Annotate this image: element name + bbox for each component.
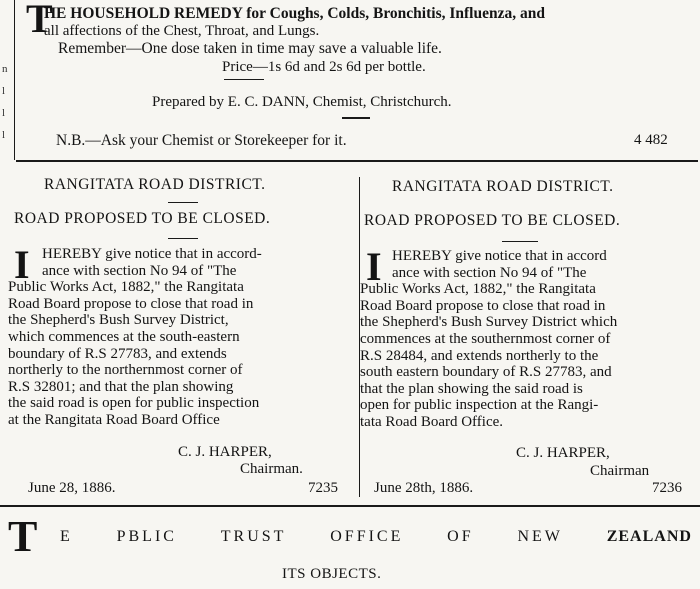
notice-line: the Shepherd's Bush Survey District,	[8, 312, 229, 329]
notice-line: northerly to the northernmost corner of	[8, 362, 243, 379]
ad-prepared-by: Prepared by E. C. DANN, Chemist, Christchurch.	[152, 94, 452, 110]
notice-dropcap: I	[366, 244, 382, 289]
trust-word: ZEALAND	[606, 528, 692, 545]
notice-heading: ROAD PROPOSED TO BE CLOSED.	[364, 212, 621, 229]
notice-line: R.S 32801; and that the plan showing	[8, 378, 234, 395]
notice-line: Road Board propose to close that road in	[8, 295, 254, 312]
notice-line: ance with section No 94 of "The	[42, 262, 237, 279]
notice-rule	[168, 202, 198, 203]
notice-line: ance with section No 94 of "The	[392, 264, 587, 281]
notice-line: that the plan showing the said road is	[360, 380, 583, 397]
notice-line: boundary of R.S 27783, and extends	[8, 345, 227, 362]
left-column-rule	[14, 0, 15, 160]
notice-date: June 28, 1886.	[28, 480, 116, 496]
notice-line: the Shepherd's Bush Survey District which	[360, 314, 618, 331]
notice-rule	[168, 238, 198, 239]
ad-rule-short	[342, 117, 370, 119]
notice-line: HEREBY give notice that in accord-	[42, 246, 262, 262]
notice-district: RANGITATA ROAD DISTRICT.	[44, 176, 266, 193]
notice-left	[8, 162, 356, 502]
notice-line: tata Road Board Office.	[360, 413, 504, 430]
notice-right	[362, 162, 696, 502]
trust-word: PBLIC	[116, 528, 177, 545]
margin-fragment: l	[2, 129, 6, 141]
notice-line: R.S 28484, and extends northerly to the	[360, 347, 599, 364]
ad-line-remember: Remember—One dose taken in time may save a valuable life.	[58, 40, 442, 57]
notice-signatory-title: Chairman	[590, 463, 650, 479]
margin-fragment: l	[2, 85, 6, 97]
notice-line: which commences at the south-eastern	[8, 328, 240, 345]
notice-rule	[502, 241, 538, 242]
notice-line: south eastern boundary of R.S 27783, and	[360, 364, 612, 381]
ad-ref: 4 482	[634, 132, 668, 148]
household-remedy-ad	[22, 2, 698, 152]
notice-signatory: C. J. HARPER,	[516, 445, 610, 461]
notice-line: Road Board propose to close that road in	[360, 297, 606, 314]
ad-rule-short	[224, 79, 264, 80]
notice-line: Public Works Act, 1882," the Rangitata	[360, 281, 596, 298]
ad-headline-end: and	[519, 5, 545, 22]
public-trust-ad	[0, 508, 700, 588]
notice-line: HEREBY give notice that in accord	[392, 248, 607, 264]
ad-nb: N.B.—Ask your Chemist or Storekeeper for it.	[56, 132, 347, 149]
ad-line-affections: all affections of the Chest, Throat, and Lungs.	[44, 23, 320, 39]
notice-body	[360, 244, 696, 431]
margin-fragment: n	[2, 63, 8, 75]
trust-heading	[60, 528, 692, 546]
notice-ref: 7235	[308, 480, 338, 496]
trust-word: OF	[447, 528, 474, 545]
trust-dropcap: T	[8, 512, 38, 561]
notice-line: the said road is open for public inspection	[8, 395, 260, 412]
notice-ref: 7236	[652, 480, 682, 496]
notice-line: Public Works Act, 1882," the Rangitata	[8, 279, 244, 296]
margin-fragment: l	[2, 107, 6, 119]
trust-word: TRUST	[220, 528, 287, 545]
ad-line-price: Price—1s 6d and 2s 6d per bottle.	[222, 59, 426, 75]
left-margin-fragments	[2, 58, 8, 146]
notice-line: open for public inspection at the Rangi-	[360, 397, 599, 414]
notice-signatory: C. J. HARPER,	[178, 444, 272, 460]
trust-word: NEW	[517, 528, 563, 545]
ad-headline-text: HE HOUSEHOLD REMEDY for Coughs, Colds, Bronchitis, Influenza,	[44, 5, 517, 22]
ad-dropcap: T	[26, 0, 53, 41]
notice-line: commences at the southernmost corner of	[360, 330, 611, 347]
notice-dropcap: I	[14, 242, 30, 287]
section-rule	[0, 505, 700, 507]
trust-subheading: ITS OBJECTS.	[282, 566, 382, 582]
ad-headline	[44, 5, 545, 23]
notice-line: at the Rangitata Road Board Office	[8, 411, 220, 428]
notice-heading: ROAD PROPOSED TO BE CLOSED.	[14, 210, 271, 227]
notice-body	[8, 242, 356, 429]
trust-word: OFFICE	[330, 528, 404, 545]
notice-signatory-title: Chairman.	[240, 461, 303, 477]
trust-word: E	[60, 528, 73, 545]
notice-district: RANGITATA ROAD DISTRICT.	[392, 178, 614, 195]
notice-date: June 28th, 1886.	[374, 480, 474, 496]
